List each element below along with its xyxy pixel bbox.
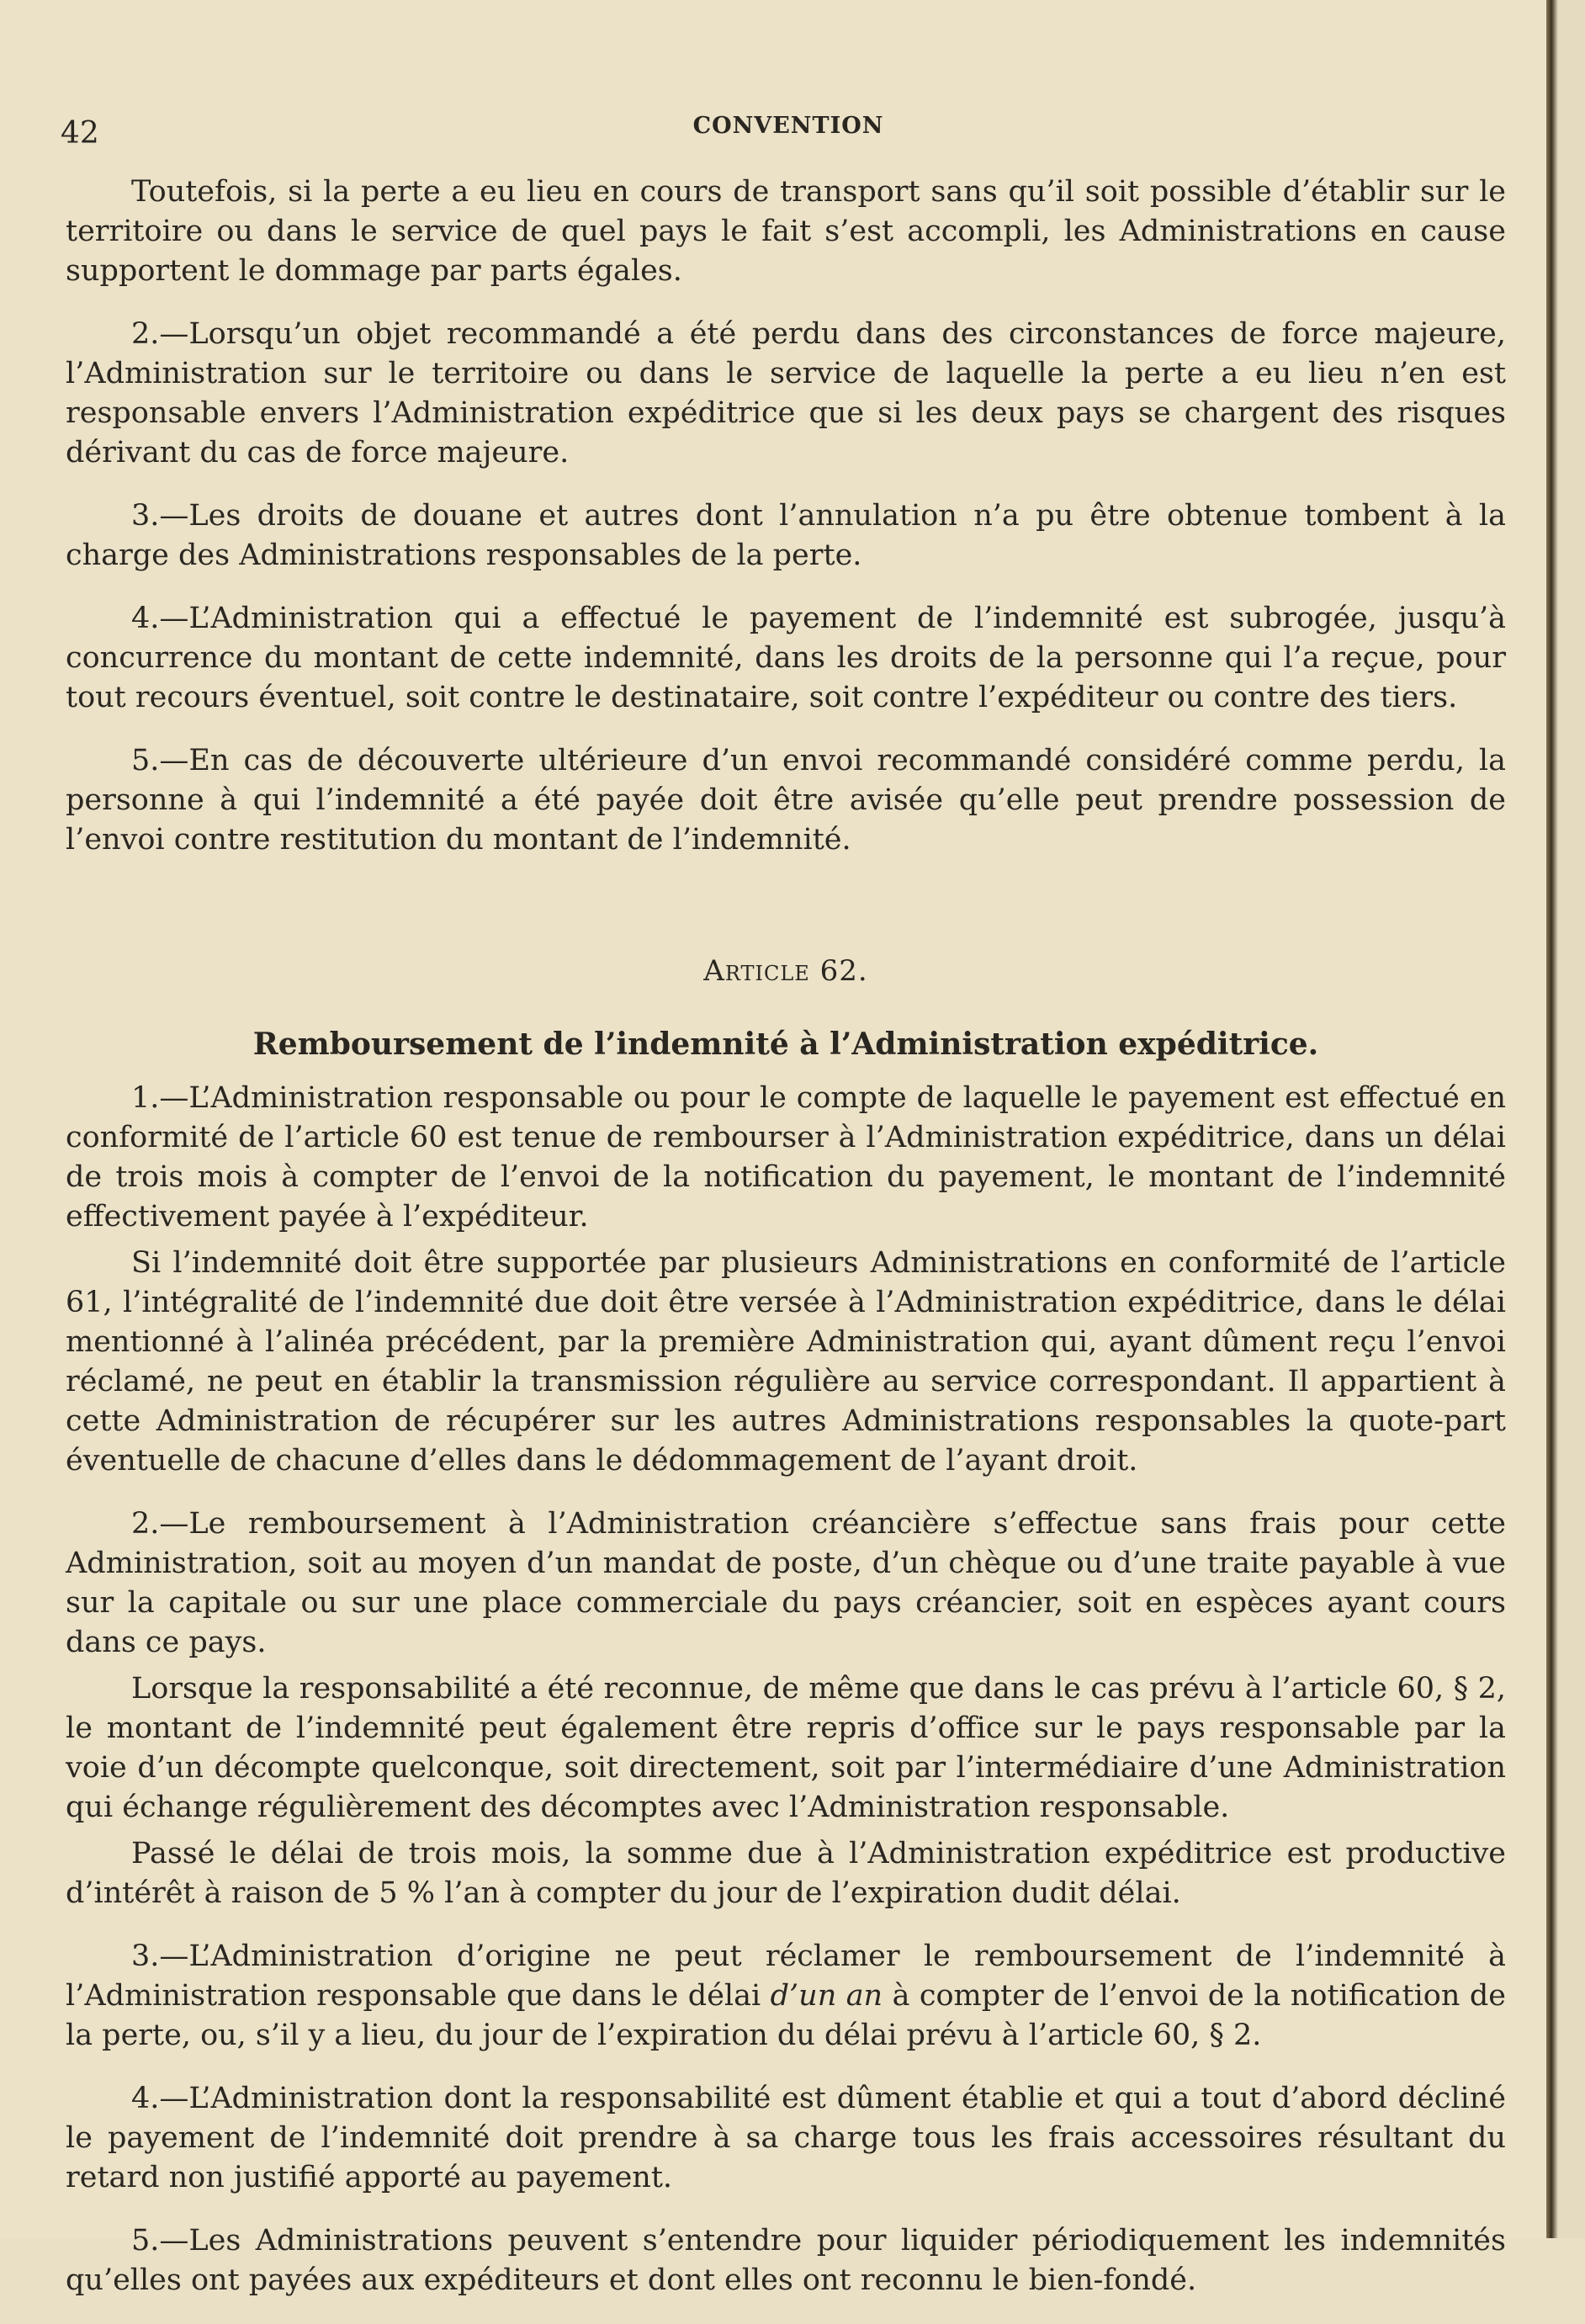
page-number: 42 [61, 116, 99, 151]
paragraph: 5.—En cas de découverte ultérieure d’un envoi recommandé considéré comme perdu, la personne à qui l’indemnité a été payée doit être avisée qu’elle peut prendre possession de l’envoi contre restitution du montant de l’indemnité. [66, 744, 1506, 857]
running-title: CONVENTION [692, 113, 884, 139]
book-gutter [1546, 0, 1585, 2238]
article-number: Article 62. [703, 954, 868, 988]
paragraph: 5.—Les Administrations peuvent s’entendre pour liquider périodiquement les indemnités qu’elles ont payées aux expéditeurs et dont elles ont reconnu le bien-fondé. [66, 2224, 1506, 2297]
paragraph-text: 3.—L’Administration d’origine ne peut réclamer le remboursement de l’indemnité à l’Administration responsable que dans le délai [66, 1939, 1506, 2013]
body-text [66, 172, 1506, 2324]
paragraph: Lorsque la responsabilité a été reconnue, de même que dans le cas prévu à l’article 60, § 2, le montant de l’indemnité peut également être repris d’office sur le pays responsable par la voie d’un décompte quelconque, soit directement, soit par l’intermédiaire d’une Administration qui échange régulièrement des décomptes avec l’Administration responsable. [66, 1672, 1506, 1824]
article-title: Remboursement de l’indemnité à l’Administration expéditrice. [252, 1027, 1319, 1062]
paragraph: 3.—Les droits de douane et autres dont l’annulation n’a pu être obtenue tombent à la charge des Administrations responsables de la perte. [66, 499, 1506, 572]
paragraph: 4.—L’Administration dont la responsabilité est dûment établie et qui a tout d’abord décliné le payement de l’indemnité doit prendre à sa charge tous les frais accessoires résultant du retard non justifié apporté au payement. [66, 2082, 1506, 2194]
paragraph: 2.—Le remboursement à l’Administration créancière s’effectue sans frais pour cette Administration, soit au moyen d’un mandat de poste, d’un chèque ou d’une traite payable à vue sur la capitale ou sur une place commerciale du pays créancier, soit en espèces ayant cours dans ce pays. [66, 1507, 1506, 1659]
paragraph: Si l’indemnité doit être supportée par plusieurs Administrations en conformité de l’article 61, l’intégralité de l’indemnité due doit être versée à l’Administration expéditrice, dans le délai mentionné à l’alinéa précédent, par la première Administration qui, ayant dûment reçu l’envoi réclamé, ne peut en établir la transmission régulière au service correspondant. Il appartient à cette Administration de récupérer sur les autres Administrations responsables la quote-part éventuelle de chacune d’elles dans le dédommagement de l’ayant droit. [66, 1246, 1506, 1478]
paragraph: Toutefois, si la perte a eu lieu en cours de transport sans qu’il soit possible d’établir sur le territoire ou dans le service de quel pays le fait s’est accompli, les Administrations en cause supportent le dommage par parts égales. [66, 175, 1506, 288]
paragraph: 4.—L’Administration qui a effectué le payement de l’indemnité est subrogée, jusqu’à concurrence du montant de cette indemnité, dans les droits de la personne qui l’a reçue, pour tout recours éventuel, soit contre le destinataire, soit contre l’expéditeur ou contre des tiers. [66, 602, 1506, 714]
paragraph: 1.—L’Administration responsable ou pour le compte de laquelle le payement est effectué en conformité de l’article 60 est tenue de rembourser à l’Administration expéditrice, dans un délai de trois mois à compter de l’envoi de la notification du payement, le montant de l’indemnité effectivement payée à l’expéditeur. [66, 1081, 1506, 1234]
paragraph: 2.—Lorsqu’un objet recommandé a été perdu dans des circonstances de force majeure, l’Administration sur le territoire ou dans le service de laquelle la perte a eu lieu n’en est responsable envers l’Administration expéditrice que si les deux pays se chargent des risques dérivant du cas de force majeure. [66, 317, 1506, 470]
paragraph-text: à compter de l’envoi de la notification de la perte, ou, s’il y a lieu, du jour de l’expiration du délai prévu à l’article 60, § 2. [66, 1979, 1506, 2052]
italic-text: d’un an [770, 1979, 883, 2013]
paragraph [66, 1937, 1506, 2056]
paragraph: Passé le délai de trois mois, la somme due à l’Administration expéditrice est productive d’intérêt à raison de 5 % l’an à compter du jour de l’expiration dudit délai. [66, 1837, 1506, 1910]
page-header [61, 109, 1516, 151]
